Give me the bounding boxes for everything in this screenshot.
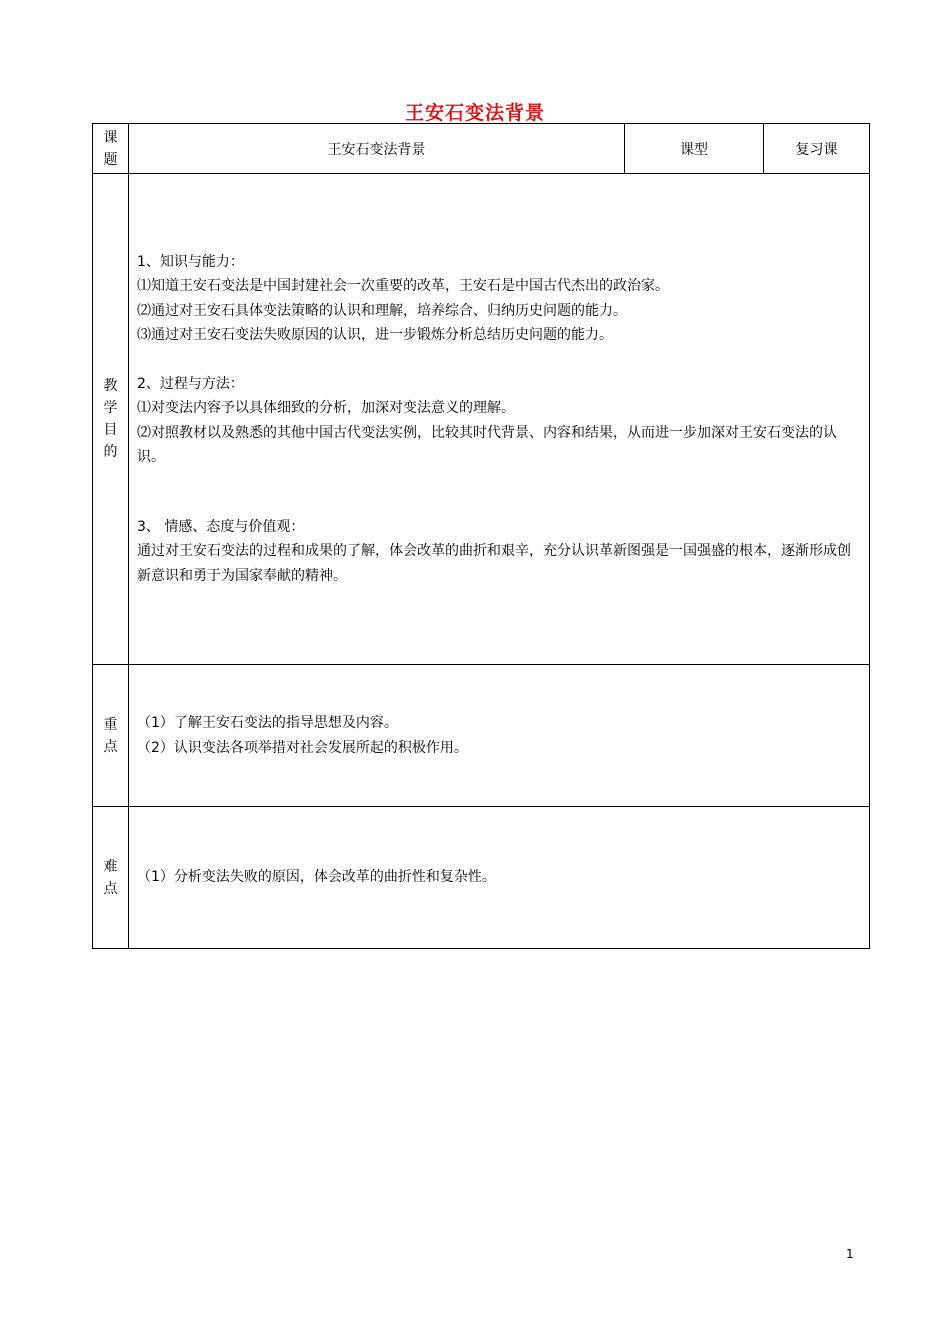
objective-item: ⑴对变法内容予以具体细致的分析，加深对变法意义的理解。 — [137, 400, 515, 417]
difficulties-label-cell — [93, 807, 129, 949]
key-points-row — [93, 665, 870, 807]
objective-item: ⑶通过对王安石变法失败原因的认识，进一步锻炼分析总结历史问题的能力。 — [137, 327, 613, 344]
key-point-item: （1）了解王安石变法的指导思想及内容。 — [137, 715, 398, 731]
topic-label-char: 题 — [103, 151, 118, 168]
difficulty-item: （1）分析变法失败的原因，体会改革的曲折性和复杂性。 — [137, 869, 496, 886]
difficulties-label-char: 点 — [103, 880, 118, 897]
document-title: 王安石变法背景 — [404, 102, 545, 124]
objective-item: ⑴知道王安石变法是中国封建社会一次重要的改革，王安石是中国古代杰出的政治家。 — [137, 278, 669, 295]
objectives-label-cell — [93, 174, 129, 665]
key-points-label-char: 点 — [103, 738, 118, 755]
difficulties-content — [129, 807, 870, 949]
key-points-label-char: 重 — [103, 716, 118, 733]
topic-label-cell — [93, 124, 129, 174]
key-points-label-cell — [93, 665, 129, 807]
header-row — [93, 124, 870, 174]
difficulties-row — [93, 807, 870, 949]
objectives-label-char: 教 — [103, 378, 118, 394]
objectives-label-char: 目 — [103, 422, 118, 438]
type-value: 复习课 — [764, 124, 870, 174]
topic-label-char: 课 — [103, 129, 118, 146]
section-heading: 2、过程与方法： — [137, 375, 244, 392]
section-heading: 3、 情感、态度与价值观： — [137, 518, 305, 535]
lesson-plan-table — [92, 123, 870, 949]
objectives-row — [93, 174, 870, 665]
objective-text: 通过对王安石变法的过程和成果的了解，体会改革的曲折和艰辛，充分认识革新图强是一国强盛的根本，逐渐形成创新意识和勇于为国家奉献的精神。 — [137, 543, 851, 584]
key-point-item: （2）认识变法各项举措对社会发展所起的积极作用。 — [137, 739, 468, 756]
objectives-content — [129, 174, 870, 665]
page-number: 1 — [846, 1247, 854, 1261]
topic-value: 王安石变法背景 — [129, 124, 625, 174]
type-label: 课型 — [625, 124, 764, 174]
objective-item: ⑵通过对王安石具体变法策略的认识和理解，培养综合、归纳历史问题的能力。 — [137, 302, 627, 319]
section-heading: 1、知识与能力： — [137, 253, 244, 270]
difficulties-label-char: 难 — [103, 858, 118, 875]
objectives-label-char: 的 — [103, 444, 118, 460]
key-points-content — [129, 665, 870, 807]
objective-item: ⑵对照教材以及熟悉的其他中国古代变法实例，比较其时代背景、内容和结果，从而进一步加深对王安石变法的认识。 — [137, 424, 837, 466]
objectives-label-char: 学 — [103, 400, 118, 416]
